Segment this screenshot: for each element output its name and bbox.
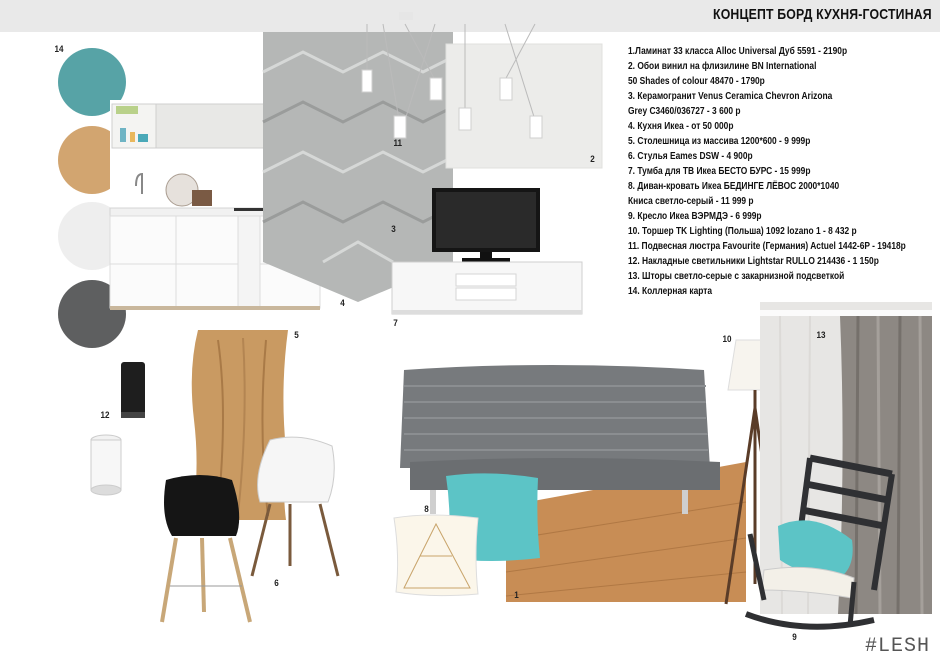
brand-mark: #LESH xyxy=(864,635,930,658)
label-8: 8 xyxy=(424,504,429,514)
label-12: 12 xyxy=(100,410,110,420)
label-1: 1 xyxy=(514,590,519,600)
legend-item: 4. Кухня Икеа - от 50 000р xyxy=(628,120,734,132)
label-13: 13 xyxy=(816,330,826,340)
label-4: 4 xyxy=(340,298,345,308)
legend-item: 8. Диван-кровать Икеа БЕДИНГЕ ЛЁВОС 2000*1040 xyxy=(628,180,840,192)
label-2: 2 xyxy=(590,154,595,164)
legend-item: 10. Торшер TK Lighting (Польша) 1092 lozano 1 - 8 432 р xyxy=(628,225,857,237)
label-6: 6 xyxy=(274,578,279,588)
rocking-chair-image xyxy=(744,450,894,640)
legend-item: Книса светло-серый - 11 999 р xyxy=(628,195,754,207)
pendant-chandelier-image xyxy=(355,10,555,140)
legend-item: 11. Подвесная люстра Favourite (Германия) Actuel 1442-6P - 19418р xyxy=(628,240,906,252)
label-7: 7 xyxy=(393,318,398,328)
legend-item: 14. Коллерная карта xyxy=(628,285,713,297)
page-title: КОНЦЕПТ БОРД КУХНЯ-ГОСТИНАЯ xyxy=(713,6,932,23)
label-3: 3 xyxy=(391,224,396,234)
legend-item: Grey C3460/036727 - 3 600 р xyxy=(628,105,741,117)
legend-item: 9. Кресло Икеа ВЭРМДЭ - 6 999р xyxy=(628,210,762,222)
label-14: 14 xyxy=(54,44,64,54)
legend-item: 7. Тумба для ТВ Икеа БЕСТО БУРС - 15 999р xyxy=(628,165,811,177)
legend-item: 3. Керамогранит Venus Ceramica Chevron Arizona xyxy=(628,90,833,102)
legend-item: 13. Шторы светло-серые с закарнизной подсветкой xyxy=(628,270,845,282)
label-10: 10 xyxy=(722,334,732,344)
spotlight-image xyxy=(88,360,148,496)
legend-item: 5. Столешница из массива 1200*600 - 9 999р xyxy=(628,135,811,147)
legend-item: 2. Обои винил на флизилине BN International xyxy=(628,60,817,72)
eames-chairs-image xyxy=(160,436,344,626)
legend-item: 50 Shades of colour 48470 - 1790р xyxy=(628,75,765,87)
tv-stand-image xyxy=(390,186,588,316)
legend-item: 6. Стулья Eames DSW - 4 900р xyxy=(628,150,753,162)
legend-item: 1.Ламинат 33 класса Alloc Universal Дуб 5591 - 2190р xyxy=(628,45,848,57)
label-5: 5 xyxy=(294,330,299,340)
label-9: 9 xyxy=(792,632,797,642)
cushion-image xyxy=(390,470,550,598)
legend-item: 12. Накладные светильники Lightstar RULLO 214436 - 1 150р xyxy=(628,255,879,267)
legend xyxy=(628,44,934,299)
label-11: 11 xyxy=(393,138,403,148)
